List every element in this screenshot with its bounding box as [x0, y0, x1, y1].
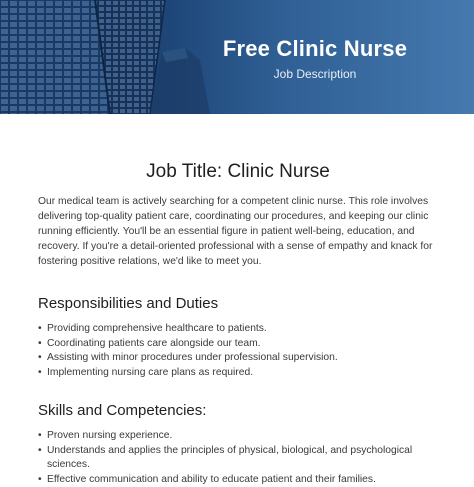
list-item-text: Coordinating patients care alongside our team.	[47, 338, 261, 349]
bullet-icon: •	[38, 473, 42, 487]
list-item	[38, 429, 438, 444]
header-banner	[0, 0, 474, 114]
list-item-text: Assisting with minor procedures under professional supervision.	[47, 352, 338, 363]
list-item-text: Effective communication and ability to educate patient and their families.	[47, 474, 376, 485]
bullet-icon: •	[38, 337, 42, 352]
list-item	[38, 351, 438, 366]
list-item	[38, 337, 438, 352]
skills-list	[38, 429, 438, 487]
list-item	[38, 444, 438, 473]
responsibilities-heading: Responsibilities and Duties	[38, 295, 438, 313]
banner-subtitle: Job Description	[200, 66, 430, 82]
list-item	[38, 366, 438, 381]
skills-heading: Skills and Competencies:	[38, 402, 438, 420]
list-item-text: Implementing nursing care plans as required.	[47, 367, 253, 378]
bullet-icon: •	[38, 351, 42, 366]
list-item	[38, 322, 438, 337]
list-item-text: Proven nursing experience.	[47, 430, 172, 441]
list-item-text: Understands and applies the principles of physical, biological, and psychological sciences.	[47, 445, 412, 471]
document-body	[38, 160, 438, 487]
banner-title: Free Clinic Nurse	[200, 36, 430, 62]
responsibilities-list	[38, 322, 438, 380]
bullet-icon: •	[38, 322, 42, 337]
bullet-icon: •	[38, 366, 42, 381]
bullet-icon: •	[38, 444, 42, 459]
list-item	[38, 473, 438, 487]
list-item-text: Providing comprehensive healthcare to patients.	[47, 323, 267, 334]
intro-paragraph: Our medical team is actively searching for a competent clinic nurse. This role involves delivering top-quality patient care, coordinating our procedures, and keeping our clinic running efficiently. You'll be an essential figure in patient well-being, education, and recovery. If you're a detail-oriented professional with a sense of empathy and knack for fostering positive relations, we'd like to meet you.	[38, 194, 438, 269]
bullet-icon: •	[38, 429, 42, 444]
job-title: Job Title: Clinic Nurse	[38, 160, 438, 184]
